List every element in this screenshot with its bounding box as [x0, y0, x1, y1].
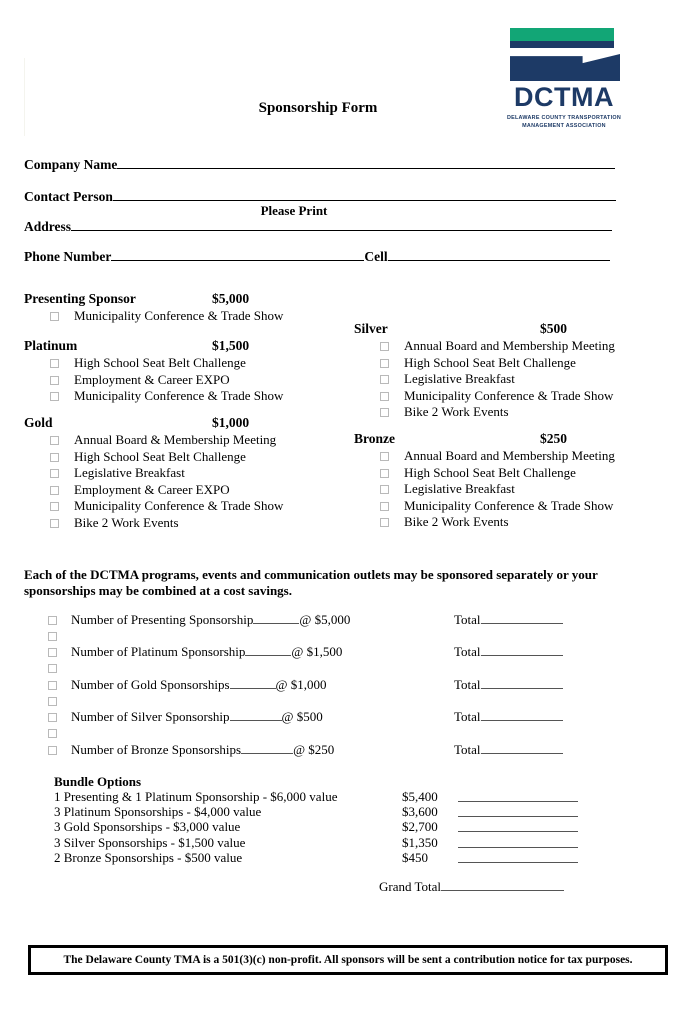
- cell-input[interactable]: [388, 248, 610, 261]
- bundle-price: $3,600: [402, 804, 438, 820]
- bundle-options-title: Bundle Options: [54, 774, 142, 789]
- tier-item-label: High School Seat Belt Challenge: [74, 448, 246, 464]
- checkbox-icon[interactable]: [380, 469, 389, 478]
- checkbox-icon[interactable]: [50, 453, 59, 462]
- tier-name: Platinum: [24, 338, 78, 353]
- dctma-logo-mark: [502, 24, 626, 82]
- nonprofit-notice-text: The Delaware County TMA is a 501(3)(c) non-profit. All sponsors will be sent a contribution notice for tax purposes.: [63, 954, 633, 966]
- tier-item-label: Municipality Conference & Trade Show: [404, 387, 614, 403]
- quantity-row-rate: @ $250: [293, 741, 335, 757]
- tier-checkbox-item[interactable]: [354, 465, 654, 482]
- quantity-section: [0, 612, 696, 774]
- tier-item-label: Employment & Career EXPO: [74, 481, 230, 497]
- quantity-row-total: [454, 742, 563, 758]
- tier-item-label: Municipality Conference & Trade Show: [74, 498, 284, 514]
- checkbox-icon[interactable]: [48, 616, 57, 625]
- quantity-row-text: [71, 709, 323, 725]
- address-label: Address: [24, 219, 72, 234]
- tier-checkbox-item[interactable]: [354, 498, 654, 515]
- bundle-description: 2 Bronze Sponsorships - $500 value: [54, 849, 243, 865]
- bundle-description: 3 Gold Sponsorships - $3,000 value: [54, 819, 241, 835]
- bundle-row[interactable]: [54, 819, 654, 834]
- tier-checkbox-item[interactable]: [24, 482, 344, 499]
- tier-header: [354, 431, 654, 448]
- tier-checkbox-item[interactable]: [354, 481, 654, 498]
- checkbox-icon[interactable]: [50, 486, 59, 495]
- quantity-row-label: Number of Presenting Sponsorship: [71, 612, 254, 627]
- logo-navy-bar: [510, 41, 614, 48]
- tier-item-label: High School Seat Belt Challenge: [404, 464, 576, 480]
- checkbox-icon[interactable]: [50, 502, 59, 511]
- cell-label: Cell: [364, 249, 388, 264]
- quantity-input[interactable]: [253, 612, 299, 624]
- bundle-description: 1 Presenting & 1 Platinum Sponsorship - $6,000 value: [54, 789, 338, 804]
- bundle-row[interactable]: [54, 804, 654, 819]
- tier-item-label: Annual Board & Membership Meeting: [74, 432, 277, 447]
- tier-item-label: High School Seat Belt Challenge: [74, 355, 246, 370]
- tier-header: [24, 415, 344, 432]
- checkbox-icon[interactable]: [50, 436, 59, 445]
- tier-item-label: Legislative Breakfast: [404, 371, 515, 387]
- contact-person-label: Contact Person: [24, 189, 113, 204]
- checkbox-icon[interactable]: [50, 376, 59, 385]
- tier-item-label: High School Seat Belt Challenge: [404, 354, 576, 370]
- please-print-note: Please Print: [260, 203, 328, 218]
- tier-checkbox-item[interactable]: [24, 355, 344, 372]
- grand-total-input[interactable]: [441, 879, 564, 891]
- tier-name: Silver: [354, 321, 388, 336]
- quantity-input[interactable]: [245, 644, 291, 656]
- total-label: Total: [454, 612, 481, 627]
- bundle-input[interactable]: [458, 801, 578, 802]
- tier-item-label: Legislative Breakfast: [74, 465, 185, 481]
- bundle-input[interactable]: [458, 862, 578, 863]
- total-input[interactable]: [481, 612, 563, 624]
- quantity-input[interactable]: [230, 709, 282, 721]
- checkbox-icon[interactable]: [380, 408, 389, 417]
- logo-teal-bar: [510, 28, 614, 41]
- company-name-field[interactable]: [24, 156, 618, 173]
- tier-price: $500: [540, 321, 567, 336]
- quantity-row-label: Number of Gold Sponsorships: [71, 676, 230, 692]
- quantity-row-total: [454, 612, 563, 628]
- tier-checkbox-item[interactable]: [354, 355, 654, 372]
- quantity-row-rate: @ $5,000: [299, 612, 351, 627]
- phone-number-label: Phone Number: [24, 249, 112, 264]
- quantity-row[interactable]: [0, 644, 696, 676]
- checkbox-icon[interactable]: [48, 681, 57, 690]
- tier-name: Gold: [24, 415, 53, 430]
- logo-tagline: DELAWARE COUNTY TRANSPORTATION MANAGEMENT ASSOCIATION: [506, 115, 622, 130]
- checkbox-icon[interactable]: [50, 392, 59, 401]
- checkbox-icon[interactable]: [48, 632, 57, 641]
- contact-person-input[interactable]: [113, 188, 616, 201]
- checkbox-icon[interactable]: [380, 485, 389, 494]
- tier-checkbox-item[interactable]: [354, 514, 654, 531]
- checkbox-icon[interactable]: [50, 312, 59, 321]
- tier-name: Bronze: [354, 431, 395, 446]
- checkbox-icon[interactable]: [50, 359, 59, 368]
- tier-price: $1,500: [212, 338, 250, 353]
- checkbox-icon[interactable]: [380, 502, 389, 511]
- tier-item-label: Annual Board and Membership Meeting: [404, 338, 615, 353]
- total-input[interactable]: [481, 677, 563, 689]
- checkbox-icon[interactable]: [48, 713, 57, 722]
- tier-name: Presenting Sponsor: [24, 291, 136, 306]
- bundle-price: $1,350: [402, 834, 438, 850]
- total-input[interactable]: [481, 644, 563, 656]
- tier-item-list: [354, 338, 654, 421]
- tier-item-label: Bike 2 Work Events: [74, 514, 179, 530]
- address-input[interactable]: [71, 218, 612, 231]
- checkbox-icon[interactable]: [48, 648, 57, 657]
- tier-item-label: Employment & Career EXPO: [74, 371, 230, 387]
- bundle-description: 3 Platinum Sponsorships - $4,000 value: [54, 804, 262, 820]
- tier-gold: [24, 415, 344, 532]
- logo-wordmark: DCTMA: [514, 82, 614, 112]
- checkbox-icon[interactable]: [48, 729, 57, 738]
- checkbox-icon[interactable]: [48, 746, 57, 755]
- nonprofit-notice-box: [28, 945, 668, 975]
- combine-savings-note: Each of the DCTMA programs, events and communication outlets may be sponsored separately or your sponsorships may be combined at a cost savings.: [24, 567, 598, 598]
- tier-item-label: Bike 2 Work Events: [404, 404, 509, 420]
- quantity-input[interactable]: [230, 677, 276, 689]
- tier-item-label: Municipality Conference & Trade Show: [74, 388, 284, 404]
- checkbox-icon[interactable]: [48, 664, 57, 673]
- tier-checkbox-item[interactable]: [24, 308, 344, 325]
- bundle-price: $450: [402, 849, 428, 865]
- total-label: Total: [454, 741, 481, 757]
- quantity-input[interactable]: [241, 742, 293, 754]
- tier-header: [24, 291, 344, 308]
- quantity-row-total: [454, 677, 563, 693]
- tier-price: $250: [540, 431, 567, 446]
- tier-checkbox-item[interactable]: [354, 338, 654, 355]
- bundle-input[interactable]: [458, 816, 578, 817]
- grand-total-label: Grand Total: [379, 879, 442, 894]
- tier-item-list: [24, 355, 344, 405]
- company-name-input[interactable]: [117, 156, 615, 169]
- tier-presenting-sponsor: [24, 291, 344, 325]
- quantity-row[interactable]: [0, 742, 696, 774]
- total-label: Total: [454, 676, 481, 692]
- bundle-description: 3 Silver Sponsorships - $1,500 value: [54, 834, 246, 850]
- tier-item-label: Municipality Conference & Trade Show: [74, 308, 284, 323]
- total-input[interactable]: [481, 709, 563, 721]
- bundle-row[interactable]: [54, 835, 654, 850]
- quantity-row-label: Number of Platinum Sponsorship: [71, 644, 246, 660]
- checkbox-icon[interactable]: [380, 375, 389, 384]
- bundle-price: $5,400: [402, 789, 438, 804]
- quantity-row[interactable]: [0, 677, 696, 709]
- tier-checkbox-item[interactable]: [354, 388, 654, 405]
- tier-item-list: [354, 448, 654, 531]
- tier-bronze: [354, 431, 654, 531]
- total-input[interactable]: [481, 742, 563, 754]
- quantity-row-total: [454, 709, 563, 725]
- checkbox-icon[interactable]: [380, 452, 389, 461]
- tier-header: [24, 338, 344, 355]
- tier-checkbox-item[interactable]: [24, 449, 344, 466]
- phone-number-input[interactable]: [111, 248, 364, 261]
- bundle-row[interactable]: [54, 850, 654, 865]
- checkbox-icon[interactable]: [380, 518, 389, 527]
- tier-item-label: Legislative Breakfast: [404, 481, 515, 497]
- total-label: Total: [454, 709, 481, 725]
- tier-header: [354, 321, 654, 338]
- quantity-row[interactable]: [0, 709, 696, 741]
- checkbox-icon[interactable]: [380, 342, 389, 351]
- checkbox-icon[interactable]: [380, 359, 389, 368]
- bundle-price: $2,700: [402, 819, 438, 835]
- tier-item-label: Municipality Conference & Trade Show: [404, 497, 614, 513]
- checkbox-icon[interactable]: [48, 697, 57, 706]
- bundle-options-section: [54, 774, 654, 865]
- tier-checkbox-item[interactable]: [24, 388, 344, 405]
- bundle-row[interactable]: [54, 789, 654, 804]
- quantity-row-label: Number of Bronze Sponsorships: [71, 741, 242, 757]
- tier-checkbox-item[interactable]: [24, 498, 344, 515]
- tier-item-label: Bike 2 Work Events: [404, 514, 509, 530]
- quantity-row-text: [71, 742, 334, 758]
- total-label: Total: [454, 644, 481, 660]
- bundle-input[interactable]: [458, 847, 578, 848]
- checkbox-icon[interactable]: [50, 519, 59, 528]
- page-edge-artifact: [24, 58, 25, 136]
- quantity-row-rate: @ $1,500: [291, 644, 343, 660]
- tier-checkbox-item[interactable]: [24, 515, 344, 532]
- address-field[interactable]: [24, 218, 618, 235]
- quantity-row-total: [454, 644, 563, 660]
- tier-checkbox-item[interactable]: [24, 465, 344, 482]
- tier-checkbox-item[interactable]: [354, 448, 654, 465]
- grand-total-row[interactable]: [379, 879, 564, 895]
- tier-item-label: Annual Board and Membership Meeting: [404, 448, 615, 463]
- tier-silver: [354, 321, 654, 421]
- quantity-row[interactable]: [0, 612, 696, 644]
- tier-checkbox-item[interactable]: [354, 404, 654, 421]
- checkbox-icon[interactable]: [380, 392, 389, 401]
- quantity-row-text: [71, 644, 342, 660]
- checkbox-icon[interactable]: [50, 469, 59, 478]
- bundle-input[interactable]: [458, 831, 578, 832]
- tier-checkbox-item[interactable]: [24, 432, 344, 449]
- tier-item-list: [24, 308, 344, 325]
- phone-cell-field[interactable]: [24, 248, 618, 265]
- tier-item-list: [24, 432, 344, 532]
- tier-platinum: [24, 338, 344, 405]
- tier-checkbox-item[interactable]: [354, 371, 654, 388]
- company-name-label: Company Name: [24, 157, 118, 172]
- quantity-row-rate: @ $1,000: [275, 676, 327, 692]
- quantity-row-text: [71, 677, 327, 693]
- tier-price: $5,000: [212, 291, 250, 306]
- quantity-row-label: Number of Silver Sponsorship: [71, 709, 230, 725]
- tier-checkbox-item[interactable]: [24, 372, 344, 389]
- tier-price: $1,000: [212, 415, 250, 430]
- logo-arrow-shape: [510, 54, 620, 81]
- page-title: Sponsorship Form: [258, 100, 378, 116]
- quantity-row-text: [71, 612, 350, 628]
- quantity-row-rate: @ $500: [281, 709, 323, 725]
